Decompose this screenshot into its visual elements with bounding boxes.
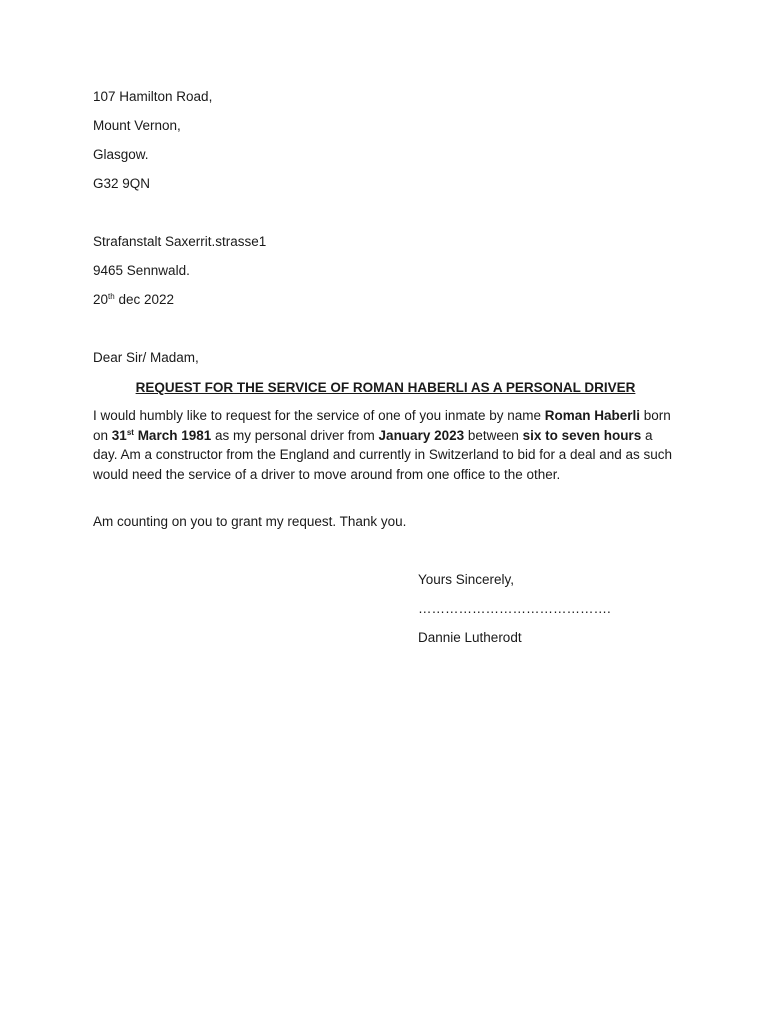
sender-postcode: G32 9QN xyxy=(93,176,151,191)
body-text: between xyxy=(464,427,523,443)
body-text: I would humbly like to request for the service of one of you inmate by name xyxy=(93,408,545,423)
subject-heading: REQUEST FOR THE SERVICE OF ROMAN HABERLI AS A PERSONAL DRIVER xyxy=(135,380,636,395)
date-day: 20 xyxy=(93,292,109,307)
letter-date xyxy=(93,290,174,309)
body-text: a day. Am a constructor from the England and currently in Switzerland to bid for a deal and as such would need the service of a driver to move around from one office to the other. xyxy=(93,427,673,482)
date-of-birth: 31st March 1981 xyxy=(111,427,212,443)
date-suffix: th xyxy=(108,292,115,301)
body-paragraph-2: Am counting on you to grant my request. Thank you. xyxy=(93,514,407,529)
recipient-address-line-2: 9465 Sennwald. xyxy=(93,263,190,278)
body-paragraph-1 xyxy=(93,406,678,484)
date-rest: dec 2022 xyxy=(114,292,175,307)
inmate-name: Roman Haberli xyxy=(544,408,641,423)
valediction: Yours Sincerely, xyxy=(418,572,515,587)
recipient-address-line-1: Strafanstalt Saxerrit.strasse1 xyxy=(93,234,267,249)
start-date: January 2023 xyxy=(378,427,465,443)
signatory-name: Dannie Lutherodt xyxy=(418,630,522,645)
body-text: born on xyxy=(93,408,671,443)
sender-address-line-1: 107 Hamilton Road, xyxy=(93,89,213,104)
salutation: Dear Sir/ Madam, xyxy=(93,350,199,365)
signature-line: ……………………………………. xyxy=(418,601,611,616)
sender-address-line-3: Glasgow. xyxy=(93,147,149,162)
working-hours: six to seven hours xyxy=(522,427,642,443)
sender-address-line-2: Mount Vernon, xyxy=(93,118,181,133)
body-text: as my personal driver from xyxy=(211,427,379,443)
